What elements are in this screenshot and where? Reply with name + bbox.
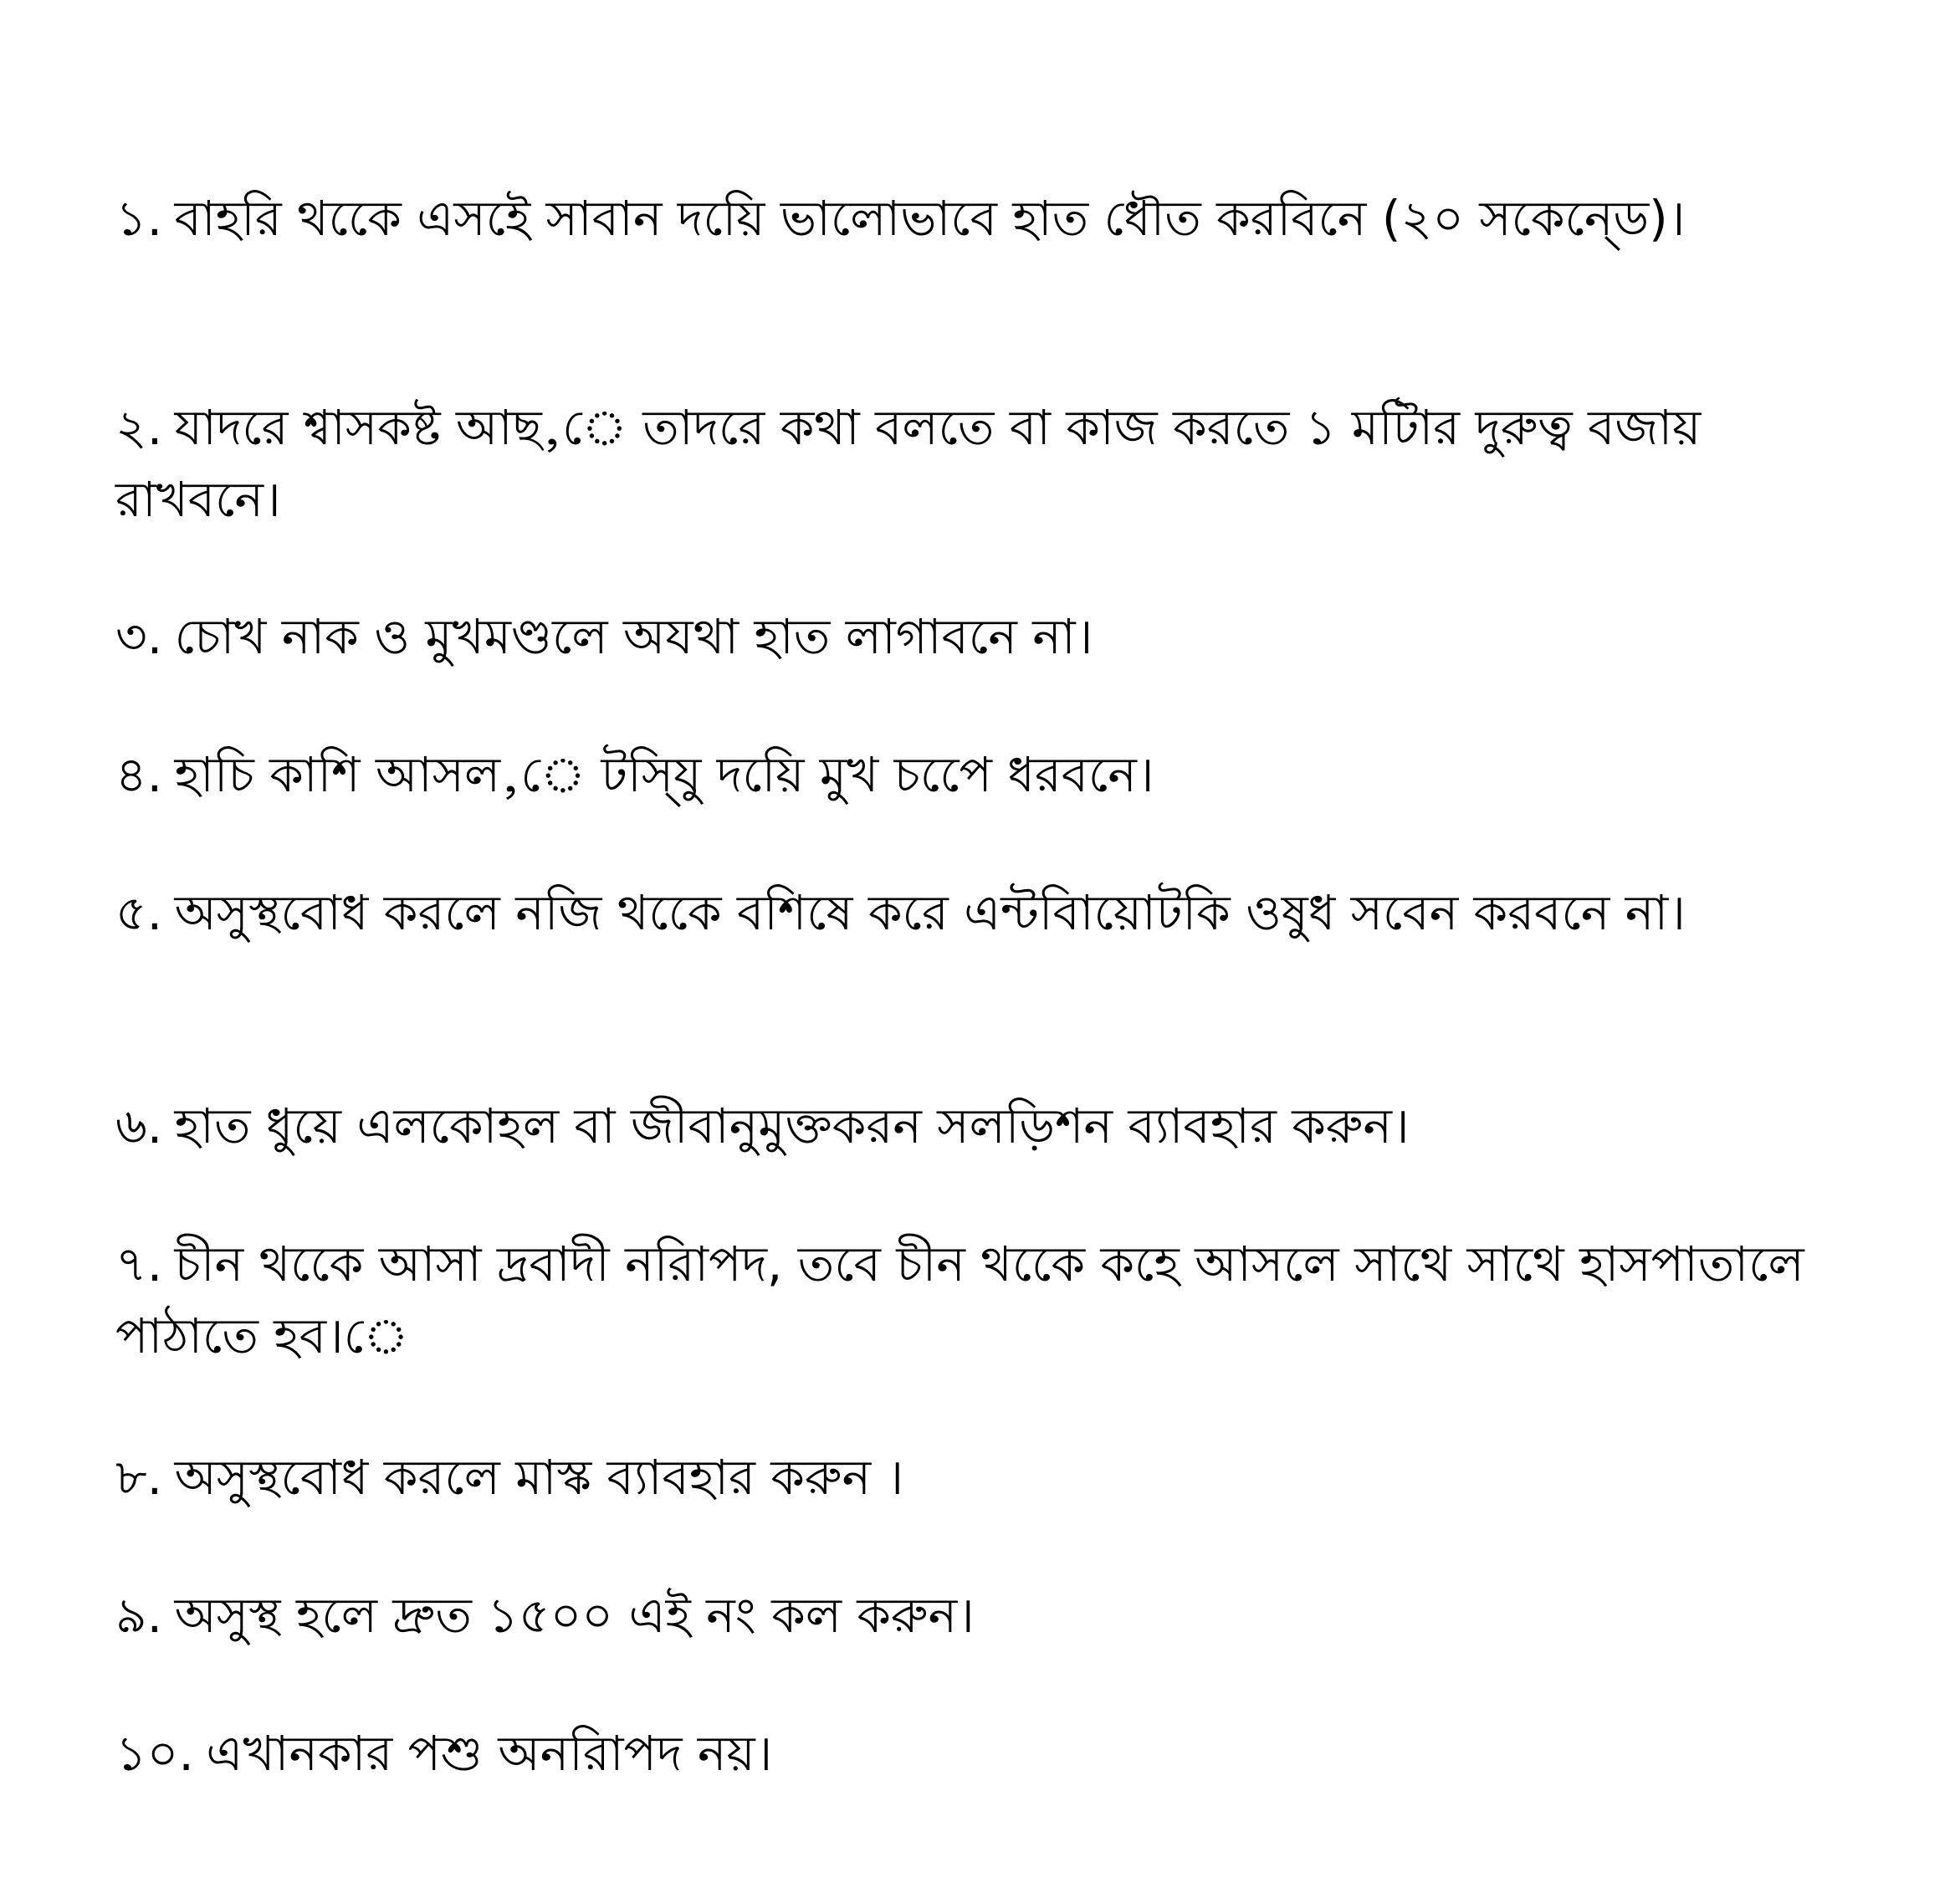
item-text: অসুস্থবােধ করলে মাস্ক ব্যাবহার করুন । [174, 1449, 904, 1506]
item-number: ৮. [115, 1449, 163, 1506]
item-text: এখানকার পশু অনরিাপদ নয়। [206, 1725, 773, 1782]
item-number: ৫. [115, 884, 163, 941]
item-number: ৩. [115, 608, 163, 665]
item-text: অসুস্থবােধ করলে নজি থকেে বশিষে করে এন্টবিায়ােটকি ওষুধ সবেন করবনে না। [174, 884, 1686, 941]
item-text: চীন থকেে আসা দ্রবাদী নরিাপদ, তবে চীন থকেে কহে আসলে সাথে সাথে হাসপাতালে পাঠাতে হব।ে [115, 1236, 1804, 1364]
instruction-item-3 [115, 601, 1872, 673]
item-number: ৯. [115, 1587, 163, 1644]
item-text: চােখ নাক ও মুখমণ্ডলে অযথা হাত লাগাবনে না। [174, 608, 1093, 665]
instruction-item-4 [115, 739, 1872, 811]
item-number: ৭. [115, 1236, 163, 1292]
item-number: ১. [115, 190, 163, 247]
instruction-item-9 [115, 1579, 1872, 1651]
instructions-document [115, 182, 1872, 1822]
instruction-item-7 [115, 1228, 1872, 1372]
instruction-item-1 [115, 182, 1872, 254]
instruction-item-10 [115, 1717, 1872, 1789]
item-text: যাদরে শ্বাসকষ্ট আছ,ে তাদরে কথা বলতে বা কাজ করতে ১ মটিার দুরুত্ব বজায় রাখবনে। [115, 399, 1702, 528]
item-text: অসুস্থ হলে দ্রুত ১৫০০ এই নং কল করুন। [174, 1587, 975, 1644]
item-number: ৬. [115, 1097, 163, 1154]
item-number: ২. [115, 399, 163, 456]
item-number: ১০. [115, 1725, 194, 1782]
instruction-item-2 [115, 391, 1872, 535]
item-text: হাচি কাশি আসল,ে টসি্যু দয়িে মুখ চপেে ধরবনে। [174, 746, 1154, 803]
instruction-item-8 [115, 1441, 1872, 1513]
instruction-item-5 [115, 877, 1872, 949]
item-number: ৪. [115, 746, 163, 803]
item-text: বাহরি থকেে এসইে সাবান দয়িে ভালােভাবে হাত ধৌত করবিনে (২০ সকেনে্ড)। [174, 190, 1686, 247]
item-text: হাত ধুয়ে এলকােহল বা জীবানুমুক্তকরন সলডি়শন ব্যাবহার করুন। [174, 1097, 1410, 1154]
instruction-item-6 [115, 1090, 1872, 1162]
